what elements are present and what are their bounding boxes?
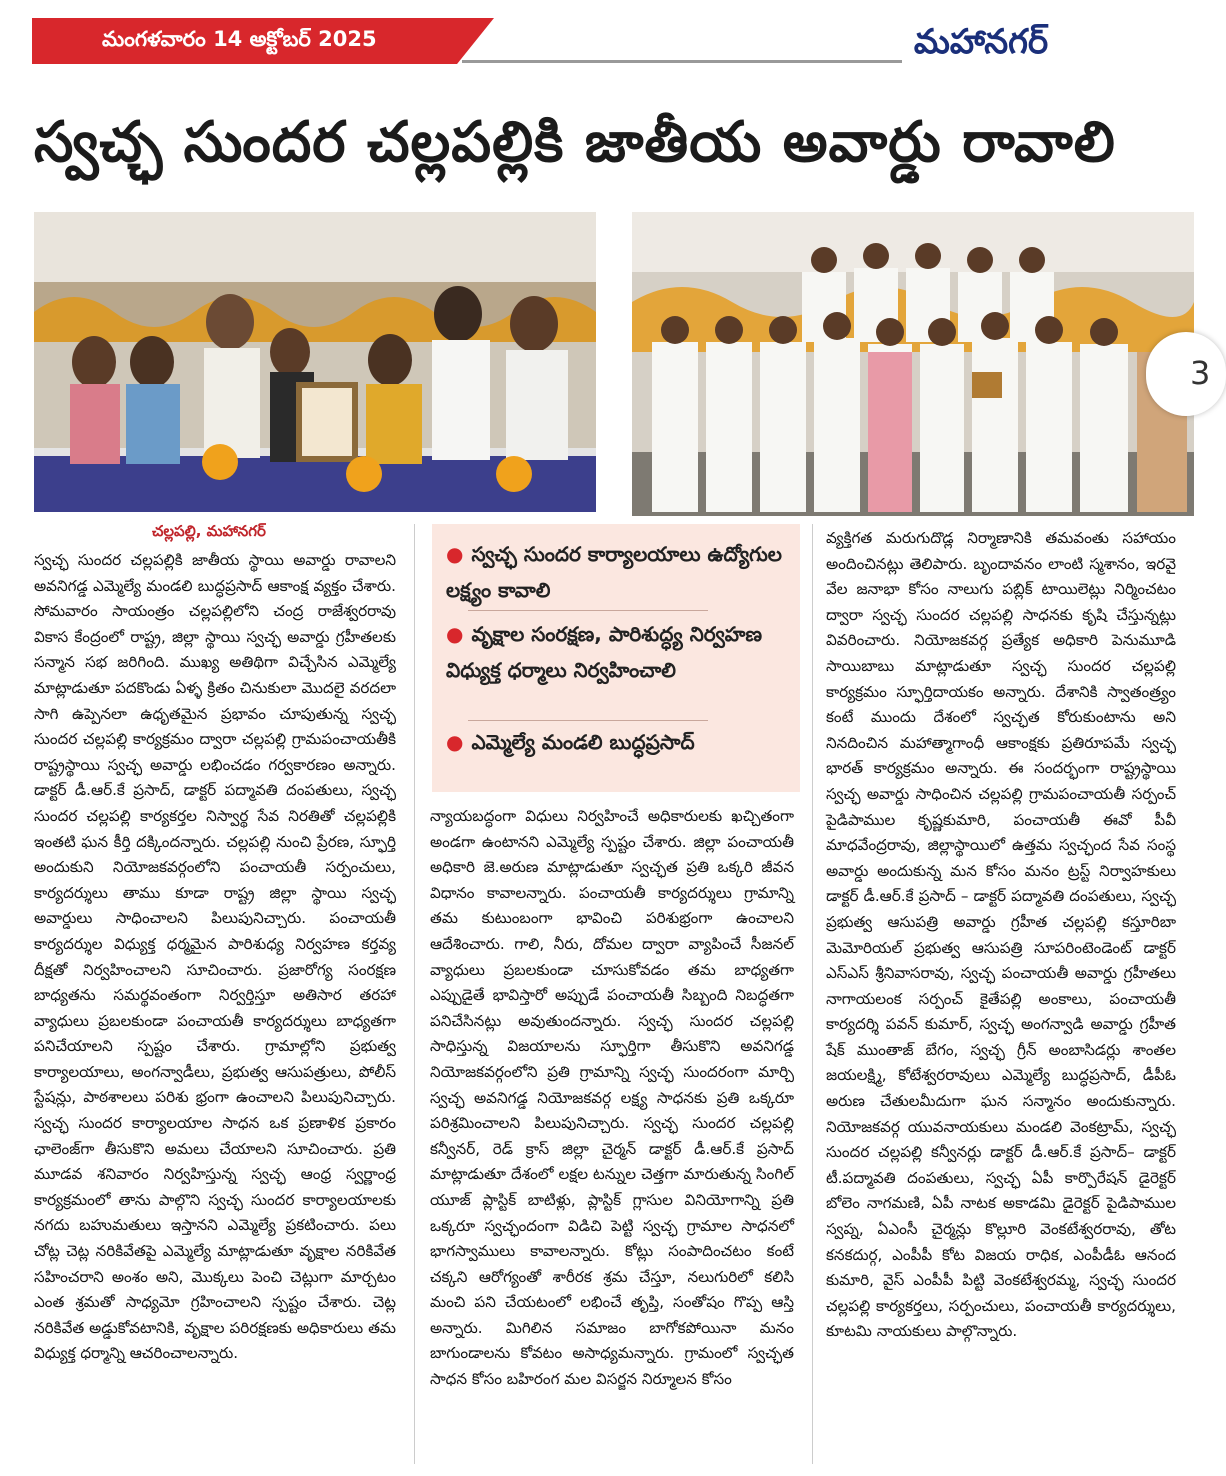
bullet-icon: ●	[446, 542, 464, 566]
highlights-box	[432, 524, 800, 792]
article-column-3	[826, 526, 1176, 1438]
column-divider	[812, 524, 813, 1464]
column-divider	[414, 524, 415, 1464]
masthead	[32, 18, 1208, 64]
article-column-3-text: వ్యక్తిగత మరుగుదొడ్ల నిర్మాణానికి తమవంతు సహాయం అందించినట్లు తెలిపారు. బృందావనం లాంటి స్మశానం, ఇరవై వేల జనాభా కోసం నాలుగు పబ్లిక్ టాయిలెట్లు నిర్మించటం ద్వారా స్వచ్ఛ సుందర చల్లపల్లి సాధనకు కృషి చేస్తున్నట్లు వివరించారు. నియోజకవర్గ ప్రత్యేక అధికారి పెనుమూడి సాయిబాబు మాట్లాడుతూ స్వచ్ఛ సుందర చల్లపల్లి కార్యక్రమం స్ఫూర్తిదాయకం అన్నారు. దేశానికి స్వాతంత్ర్యం కంటే ముందు దేశంలో స్వచ్ఛత కోరుకుంటాను అని నినదించిన మహాత్మాగాంధీ ఆకాంక్షకు ప్రతిరూపమే స్వచ్ఛ భారత్ కార్యక్రమం అన్నారు. ఈ సందర్భంగా రాష్ట్రస్థాయి స్వచ్ఛ అవార్డు సాధించిన చల్లపల్లి గ్రామపంచాయతీ సర్పంచ్ పైడిపాముల కృష్ణకుమారి, పంచాయతీ ఈవో పీవీ మాధవేంద్రరావు, జిల్లాస్థాయిలో ఉత్తమ స్వచ్ఛంద సేవ సంస్థ అవార్డు అందుకున్న మన కోసం మనం ట్రస్ట్ నిర్వాహకులు డాక్టర్ డీ.ఆర్.కే ప్రసాద్ – డాక్టర్ పద్మావతి దంపతులు, స్వచ్ఛ ప్రభుత్వ ఆసుపత్రి అవార్డు గ్రహీత చల్లపల్లి కస్తూరిబా మెమోరియల్ ప్రభుత్వ ఆసుపత్రి సూపరింటెండెంట్ డాక్టర్ ఎస్ఎస్ శ్రీనివాసరావు, స్వచ్ఛ పంచాయతీ అవార్డు గ్రహీతలు నాగాయలంక సర్పంచ్ కైతేపల్లి అంకాలు, పంచాయతీ కార్యదర్శి పవన్ కుమార్, స్వచ్ఛ అంగన్వాడి అవార్డు గ్రహీత షేక్ ముంతాజ్ బేగం, స్వచ్ఛ గ్రీన్ అంబాసిడర్లు శాంతల జయలక్ష్మి, కోటేశ్వరరావులు ఎమ్మెల్యే బుద్ధప్రసాద్, డీపీఓ అరుణ చేతులమీదుగా ఘన సన్మానం అందుకున్నారు. నియోజకవర్గ యువనాయకులు మండలి వెంకట్రామ్, స్వచ్ఛ సుందర చల్లపల్లి కన్వీనర్లు డాక్టర్ డీ.ఆర్.కే ప్రసాద్– డాక్టర్ టీ.పద్మావతి దంపతులు, స్వచ్ఛ ఏపీ కార్పొరేషన్ డైరెక్టర్ బోలెం నాగమణి, ఏపీ నాటక అకాడమి డైరెక్టర్ పైడిపాముల స్వప్న, ఏఎంసీ చైర్మన్లు కొల్లూరి వెంకటేశ్వరరావు, తోట కనకదుర్గ, ఎంపీపీ కోట విజయ రాధిక, ఎంపీడీఓ ఆనంద కుమారి, వైస్ ఎంపీపీ పిట్టి వెంకటేశ్వరమ్మ, స్వచ్ఛ సుందర చల్లపల్లి కార్యకర్తలు, సర్పంచులు, పంచాయతీ కార్యదర్శులు, కూటమి నాయకులు పాల్గొన్నారు.	[826, 529, 1176, 1341]
article-column-2	[430, 804, 794, 1464]
highlight-item: ● ఎమ్మెల్యే మండలి బుద్ధప్రసాద్	[446, 730, 695, 754]
bullet-icon: ●	[446, 622, 464, 646]
photo-group-award	[632, 212, 1194, 516]
article-column-1-text: స్వచ్ఛ సుందర చల్లపల్లికి జాతీయ స్థాయి అవార్డు రావాలని అవనిగడ్డ ఎమ్మెల్యే మండలి బుద్ధప్రసాద్ ఆకాంక్ష వ్యక్తం చేశారు. సోమవారం సాయంత్రం చల్లపల్లిలోని చంద్ర రాజేశ్వరరావు వికాస కేంద్రంలో రాష్ట్ర, జిల్లా స్థాయి స్వచ్ఛ అవార్డు గ్రహీతలకు సన్మాన సభ జరిగింది. ముఖ్య అతిథిగా విచ్చేసిన ఎమ్మెల్యే మాట్లాడుతూ పదకొండు ఏళ్ళ క్రితం చినుకులా మొదలై వరదలా సాగి ఉప్పెనలా ఉధృతమైన ప్రభావం చూపుతున్న స్వచ్ఛ సుందర చల్లపల్లి కార్యక్రమం ద్వారా చల్లపల్లి గ్రామపంచాయతీకి రాష్ట్రస్థాయి స్వచ్ఛ అవార్డు లభించడం గర్వకారణం అన్నారు. డాక్టర్ డీ.ఆర్.కే ప్రసాద్, డాక్టర్ పద్మావతి దంపతులు, స్వచ్ఛ సుందర చల్లపల్లి కార్యకర్తల నిస్వార్థ సేవ నిరతితో చల్లపల్లికి ఇంతటి ఘన కీర్తి దక్కిందన్నారు. చల్లపల్లి నుంచి ప్రేరణ, స్ఫూర్తి అందుకుని నియోజకవర్గంలోని పంచాయతీ సర్పంచులు, కార్యదర్శులు తాము కూడా రాష్ట్ర జిల్లా స్థాయి స్వచ్ఛ అవార్డులు సాధించాలని పిలుపునిచ్చారు. పంచాయతీ కార్యదర్శుల విధ్యుక్త ధర్మమైన పారిశుధ్య నిర్వహణ కర్తవ్య దీక్షతో నిర్వహించాలని సూచించారు. ప్రజారోగ్య సంరక్షణ బాధ్యతను సమర్థవంతంగా నిర్వర్తిస్తూ అతిసార తరహా వ్యాధులు ప్రబలకుండా పంచాయతీ కార్యదర్శులు బాధ్యతగా పనిచేయాలని స్పష్టం చేశారు. గ్రామాల్లోని ప్రభుత్వ కార్యాలయాలు, అంగన్వాడీలు, ప్రభుత్వ ఆసుపత్రులు, పోలీస్ స్టేషన్లు, పాఠశాలలు పరిశు భ్రంగా ఉంచాలని పిలుపునిచ్చారు. స్వచ్ఛ సుందర కార్యాలయాల సాధన ఒక ప్రణాళిక ప్రకారం ఛాలెంజ్‌గా తీసుకొని అమలు చేయాలని సూచించారు. ప్రతి మూడవ శనివారం నిర్వహిస్తున్న స్వచ్ఛ ఆంధ్ర స్వర్ణాంధ్ర కార్యక్రమంలో తాను పాల్గొని స్వచ్ఛ సుందర కార్యాలయాలకు నగదు బహుమతులు ఇస్తానని ఎమ్మెల్యే ప్రకటించారు. పలు చోట్ల చెట్ల నరికివేతపై ఎమ్మెల్యే మాట్లాడుతూ వృక్షాల నరికివేత సహించరాని అంశం అని, మొక్కలు పెంచి చెట్లుగా మార్చటం ఎంత శ్రమతో సాధ్యమో గ్రహించాలని స్పష్టం చేశారు. చెట్ల నరికివేత అడ్డుకోవటానికి, వృక్షాల పరిరక్షణకు అధికారులు తమ విధ్యుక్త ధర్మాన్ని ఆచరించాలన్నారు.	[34, 551, 396, 1363]
dateline: చల్లపల్లి, మహానగర్	[152, 522, 266, 540]
headline: స్వచ్ఛ సుందర చల్లపల్లికి జాతీయ అవార్డు రావాలి	[34, 110, 1116, 175]
photo-felicitation-stage	[34, 212, 596, 512]
article-column-2-text: న్యాయబద్ధంగా విధులు నిర్వహించే అధికారులకు ఖచ్చితంగా అండగా ఉంటానని ఎమ్మెల్యే స్పష్టం చేశారు. జిల్లా పంచాయతీ అధికారి జె.అరుణ మాట్లాడుతూ స్వచ్ఛత ప్రతి ఒక్కరి జీవన విధానం కావాలన్నారు. పంచాయతీ కార్యదర్శులు గ్రామాన్ని తమ కుటుంబంగా భావించి పరిశుభ్రంగా ఉంచాలని ఆదేశించారు. గాలి, నీరు, దోమల ద్వారా వ్యాపించే సీజనల్ వ్యాధులు ప్రబలకుండా చూసుకోవడం తమ బాధ్యతగా ఎప్పుడైతే భావిస్తారో అప్పుడే పంచాయతీ సిబ్బంది నిబద్ధతగా పనిచేసినట్లు అవుతుందన్నారు. స్వచ్ఛ సుందర చల్లపల్లి సాధిస్తున్న విజయాలను స్ఫూర్తిగా తీసుకొని అవనిగడ్డ నియోజకవర్గంలోని ప్రతి గ్రామాన్ని స్వచ్ఛ సుందరంగా మార్చి స్వచ్ఛ అవనిగడ్డ నియోజకవర్గ లక్ష్య సాధనకు ప్రతి ఒక్కరూ పరిశ్రమించాలని పిలుపునిచ్చారు. స్వచ్ఛ సుందర చల్లపల్లి కన్వీనర్, రెడ్ క్రాస్ జిల్లా చైర్మన్ డాక్టర్ డీ.ఆర్.కే ప్రసాద్ మాట్లాడుతూ దేశంలో లక్షల టన్నుల చెత్తగా మారుతున్న సింగిల్ యూజ్ ప్లాస్టిక్ బాటిళ్లు, ప్లాస్టిక్ గ్లాసుల వినియోగాన్ని ప్రతి ఒక్కరూ స్వచ్ఛందంగా విడిచి పెట్టి స్వచ్ఛ గ్రామాల సాధనలో భాగస్వాములు కావాలన్నారు. కోట్లు సంపాదించటం కంటే చక్కని ఆరోగ్యంతో శారీరక శ్రమ చేస్తూ, నలుగురిలో కలిసి మంచి పని చేయటంలో లభించే తృప్తి, సంతోషం గొప్ప ఆస్తి అన్నారు. మిగిలిన సమాజం బాగోకపోయినా మనం బాగుండాలను కోవటం అసాధ్యమన్నారు. గ్రామంలో స్వచ్ఛత సాధన కోసం బహిరంగ మల విసర్జన నిర్మూలన కోసం	[430, 807, 794, 1389]
highlight-separator	[468, 610, 708, 611]
highlight-separator	[468, 720, 708, 721]
bullet-icon: ●	[446, 730, 464, 754]
newspaper-logo: మహానగర్	[913, 22, 1049, 62]
article-column-1	[34, 548, 396, 1464]
highlight-item: ● వృక్షాల సంరక్షణ, పారిశుద్ధ్య నిర్వహణ విధ్యుక్త ధర్మాలు నిర్వహించాలి	[446, 622, 762, 682]
header-rule	[462, 60, 902, 63]
page-number-badge: 3	[1146, 332, 1226, 416]
issue-date: మంగళవారం 14 అక్టోబర్ 2025	[102, 27, 377, 51]
highlight-item: ● స్వచ్ఛ సుందర కార్యాలయాలు ఉద్యోగుల లక్ష్యం కావాలి	[446, 542, 782, 602]
